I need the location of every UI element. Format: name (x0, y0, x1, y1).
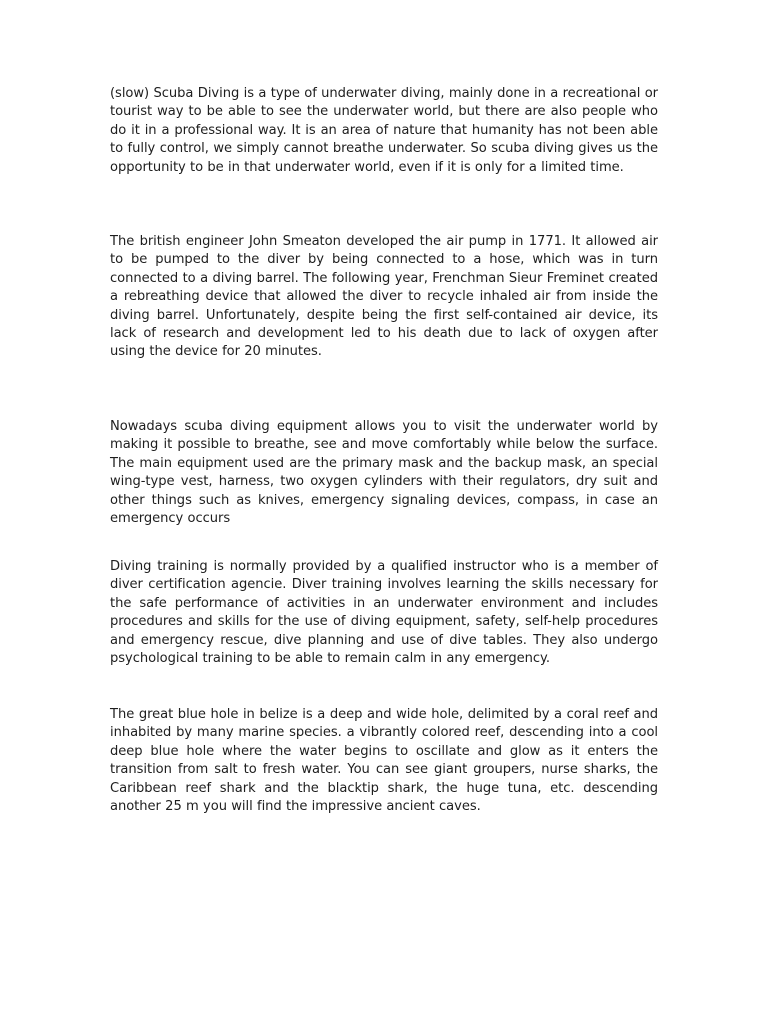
paragraph-history: The british engineer John Smeaton developed the air pump in 1771. It allowed air to be pumped to the diver by being connected to a hose, which was in turn connected to a diving barrel. The following year, Frenchman Sieur Freminet created a rebreathing device that allowed the diver to recycle inhaled air from inside the diving barrel. Unfortunately, despite being the first self-contained air device, its lack of research and development led to his death due to lack of oxygen after using the device for 20 minutes. (110, 234, 658, 360)
paragraph-great-blue-hole: The great blue hole in belize is a deep and wide hole, delimited by a coral reef and inhabited by many marine species. a vibrantly colored reef, descending into a cool deep blue hole where the water begins to oscillate and glow as it enters the transition from salt to fresh water. You can see giant groupers, nurse sharks, the Caribbean reef shark and the blacktip shark, the huge tuna, etc. descending another 25 m you will find the impressive ancient caves. (110, 707, 658, 815)
paragraph-equipment: Nowadays scuba diving equipment allows you to visit the underwater world by making it possible to breathe, see and move comfortably while below the surface. The main equipment used are the primary mask and the backup mask, an special wing-type vest, harness, two oxygen cylinders with their regulators, dry suit and other things such as knives, emergency signaling devices, compass, in case an emergency occurs (110, 419, 658, 527)
paragraph-scuba-intro: (slow) Scuba Diving is a type of underwater diving, mainly done in a recreational or tourist way to be able to see the underwater world, but there are also people who do it in a professional way. It is an area of nature that humanity has not been able to fully control, we simply cannot breathe underwater. So scuba diving gives us the opportunity to be in that underwater world, even if it is only for a limited time. (110, 86, 658, 175)
paragraph-training: Diving training is normally provided by a qualified instructor who is a member of diver certification agencie. Diver training involves learning the skills necessary for the safe performance of activities in an underwater environment and includes procedures and skills for the use of diving equipment, safety, self-help procedures and emergency rescue, dive planning and use of dive tables. They also undergo psychological training to be able to remain calm in any emergency. (110, 559, 658, 667)
